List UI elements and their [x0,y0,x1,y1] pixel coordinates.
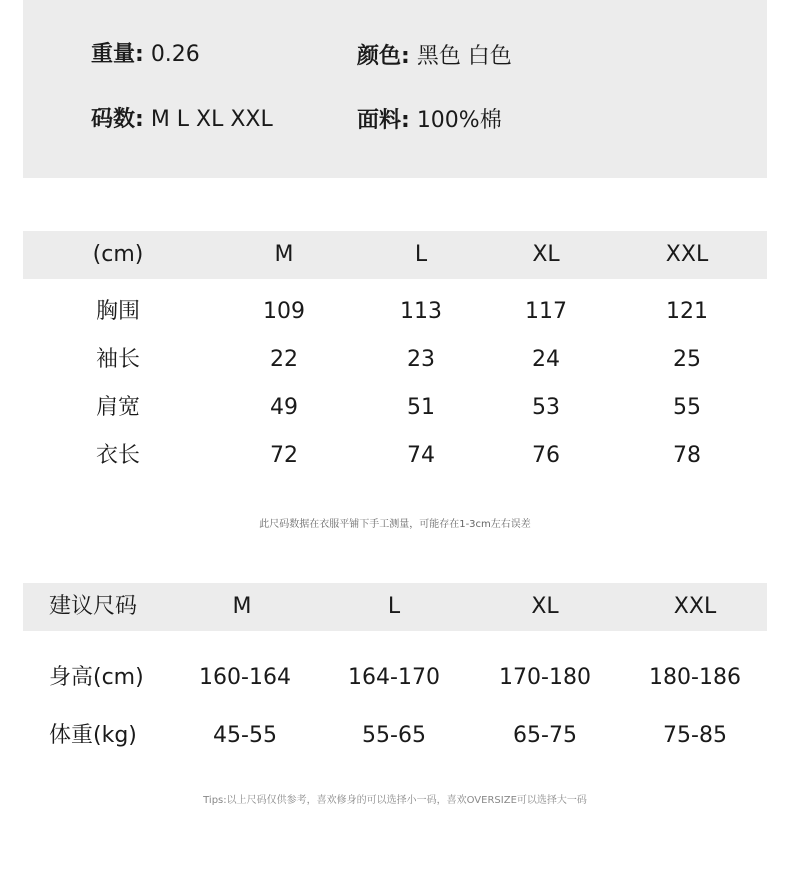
table-cell: 121 [666,299,708,324]
recommend-header-xxl: XXL [673,594,717,619]
table-cell: 23 [407,347,435,372]
recommend-row-weight [23,707,767,765]
table-cell: 49 [270,395,298,420]
size-header-unit: (cm) [92,242,144,267]
size-table-header [23,231,767,279]
spec-fabric-label: 面料: [357,108,410,133]
table-cell: 65-75 [513,723,577,748]
spec-panel [23,0,767,178]
size-header-xxl: XXL [665,242,709,267]
table-cell: 53 [532,395,560,420]
row-label: 体重(kg) [49,723,137,748]
spec-color-label: 颜色: [357,44,410,69]
size-header-l: L [414,242,428,267]
recommend-row-height [23,649,767,707]
spec-weight-label: 重量: [91,42,144,67]
table-cell: 74 [407,443,435,468]
spec-fabric [357,106,502,136]
spec-weight [91,40,200,70]
row-label: 衣长 [95,443,141,468]
table-cell: 170-180 [499,665,591,690]
row-label: 胸围 [95,299,141,324]
size-header-m: M [274,242,294,267]
tips-note: Tips:以上尺码仅供参考，喜欢修身的可以选择小一码，喜欢OVERSIZE可以选择大一码 [203,795,587,806]
table-cell: 164-170 [348,665,440,690]
spec-sizes-label: 码数: [91,107,144,132]
spec-color-value: 黑色 白色 [416,44,512,69]
row-label: 袖长 [95,347,141,372]
table-cell: 51 [407,395,435,420]
measurement-note: 此尺码数据在衣服平铺下手工测量，可能存在1-3cm左右误差 [259,519,531,530]
table-cell: 78 [673,443,701,468]
recommend-header-m: M [232,594,252,619]
table-cell: 25 [673,347,701,372]
table-cell: 109 [263,299,305,324]
recommend-header-label: 建议尺码 [49,594,138,619]
table-cell: 22 [270,347,298,372]
spec-fabric-value: 100%棉 [416,108,502,133]
size-row-chest [23,288,767,336]
spec-color [357,42,512,72]
recommend-header-xl: XL [531,594,559,619]
table-cell: 45-55 [213,723,277,748]
size-row-sleeve [23,336,767,384]
table-cell: 24 [532,347,560,372]
size-row-length [23,432,767,480]
table-cell: 55 [673,395,701,420]
table-cell: 76 [532,443,560,468]
recommend-header-l: L [387,594,401,619]
size-row-shoulder [23,384,767,432]
row-label: 肩宽 [95,395,141,420]
spec-sizes [91,105,273,135]
spec-weight-value: 0.26 [150,42,200,67]
table-cell: 117 [525,299,567,324]
row-label: 身高(cm) [49,665,144,690]
spec-sizes-value: M L XL XXL [150,107,273,132]
table-cell: 72 [270,443,298,468]
table-cell: 75-85 [663,723,727,748]
table-cell: 55-65 [362,723,426,748]
table-cell: 113 [400,299,442,324]
table-cell: 180-186 [649,665,741,690]
recommend-table-header [23,583,767,631]
size-header-xl: XL [532,242,560,267]
table-cell: 160-164 [199,665,291,690]
